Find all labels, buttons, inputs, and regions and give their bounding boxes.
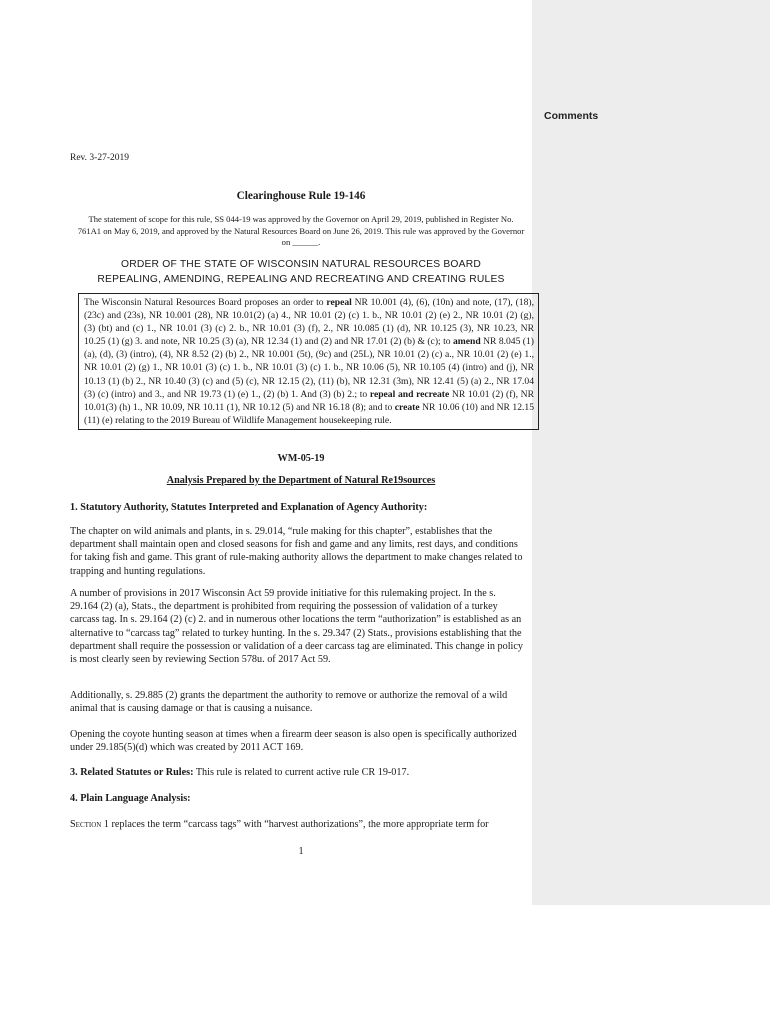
section1-plain-language <box>70 818 530 831</box>
section3-text: This rule is related to current active rule CR 19-017. <box>193 767 410 778</box>
comments-header: Comments <box>544 110 599 122</box>
box-create-text: NR 10.06 (10) and NR 12.15 (11) (e) relating to the 2019 Bureau of Wildlife Management housekeeping rule. <box>84 401 534 426</box>
box-repeal-recreate-text: NR 10.01 (2) (f), NR 10.01(3) (h) 1., NR 10.09, NR 10.11 (1), NR 10.12 (5) and NR 16.18 (8); and to <box>84 388 534 413</box>
section4-heading: 4. Plain Language Analysis: <box>70 793 191 804</box>
comments-pane <box>532 0 770 905</box>
page-number: 1 <box>298 846 304 857</box>
revision-date: Rev. 3-27-2019 <box>70 153 130 163</box>
box-repeal-keyword: repeal <box>326 297 352 308</box>
order-heading-line1: ORDER OF THE STATE OF WISCONSIN NATURAL RESOURCES BOARD <box>121 259 481 270</box>
paragraph-act-59: A number of provisions in 2017 Wisconsin Act 59 provide initiative for this rulemaking project. In the s. 29.164 (2) (a), Stats., the department is prohibited from requiring the possession of validation of a turkey carcass tag. In s. 29.164 (2) (c) 2. and in numerous other locations the term “authorization” is established as an alternative to “carcass tag” related to turkey hunting. In the s. 29.347 (2) Stats., provisions establishing that the department shall require the possession or validation of a deer carcass tag are eliminated. This change in policy is most clearly seen by reviewing Section 578u. of 2017 Act 59. <box>70 588 524 666</box>
paragraph-coyote: Opening the coyote hunting season at times when a firearm deer season is also open is specifically authorized under 29.185(5)(d) which was created by 2011 ACT 169. <box>70 729 517 754</box>
paragraph-statutory-authority: The chapter on wild animals and plants, in s. 29.014, “rule making for this chapter”, establishes that the department shall maintain open and closed seasons for fish and game and any limits, rest days, and conditions for taking fish and game. This grant of rule-making authority allows the department to make changes related to trapping and hunting regulations. <box>70 526 523 577</box>
scope-statement: The statement of scope for this rule, SS 044-19 was approved by the Governor on April 29, 2019, published in Register No. 761A1 on May 6, 2019, and approved by the Natural Resources Board on June 26, 2019. This rule was approved by the Governor on ______. <box>77 214 525 247</box>
box-repeal-text: NR 10.001 (4), (6), (10n) and note, (17), (18), (23c) and (23s), NR 10.001 (28), NR 10.01(2) (a) 4., NR 10.01 (2) (c) 1. b., NR 10.01 (2) (e) 2., NR 10.01 (2) (g), (3) (bt) and (c) 1., NR 10.01 (3) (c) 2. b., NR 10.01 (3) (f), 2., NR 10.085 (1) (d), NR 10.125 (3), NR 10.23, NR 10.25 (1) (g) 3. and note, NR 10.25 (3) (a), NR 12.34 (1) and (2) and NR 17.01 (2) (b) & (c); to <box>84 297 534 348</box>
section3-related-statutes <box>70 766 525 779</box>
box-create-keyword: create <box>394 401 420 413</box>
proposed-order-box <box>78 293 539 430</box>
box-intro: The Wisconsin Natural Resources Board proposes an order to <box>84 297 327 308</box>
box-repeal-recreate-keyword: repeal and recreate <box>369 388 450 400</box>
document-title: Clearinghouse Rule 19-146 <box>236 190 366 202</box>
section3-label: 3. Related Statutes or Rules: <box>70 767 194 778</box>
box-amend-keyword: amend <box>452 336 481 348</box>
order-heading <box>70 258 532 287</box>
section1-text: 1 replaces the term “carcass tags” with “harvest authorizations”, the more appropriate term for <box>101 819 489 830</box>
analysis-title: Analysis Prepared by the Department of Natural Re19sources <box>166 475 436 486</box>
order-heading-line2: REPEALING, AMENDING, REPEALING AND RECREATING AND CREATING RULES <box>97 273 505 285</box>
section1-heading: 1. Statutory Authority, Statutes Interpreted and Explanation of Agency Authority: <box>70 502 428 513</box>
section-word: Section <box>70 819 102 830</box>
box-amend-text: NR 8.045 (1) (a), (d), (3) (intro), (4), NR 8.52 (2) (b) 2., NR 10.001 (5t), (9c) and (25L), NR 10.01 (2) (c) a., NR 10.01 (2) (e) 1., NR 10.01 (2) (g) 1., NR 10.01 (3) (c) 1. b., NR 10.01 (3) (c) 1. b., NR 10.06 (5), NR 10.105 (4) (intro) and (j), NR 10.13 (1) (b) 2., NR 10.40 (3) (c) and (5) (c), NR 12.15 (2), (11) (b), NR 12.31 (3m), NR 12.41 (5) (a) 2., NR 17.04 (3) (c) (intro) and 3., and NR 19.73 (1) (e) 1., (2) (b) 1. And (3) (b) 2.; to <box>84 336 534 400</box>
paragraph-nuisance: Additionally, s. 29.885 (2) grants the department the authority to remove or authorize the removal of a wild animal that is causing damage or that is causing a nuisance. <box>70 690 508 715</box>
wm-number: WM-05-19 <box>277 453 325 464</box>
